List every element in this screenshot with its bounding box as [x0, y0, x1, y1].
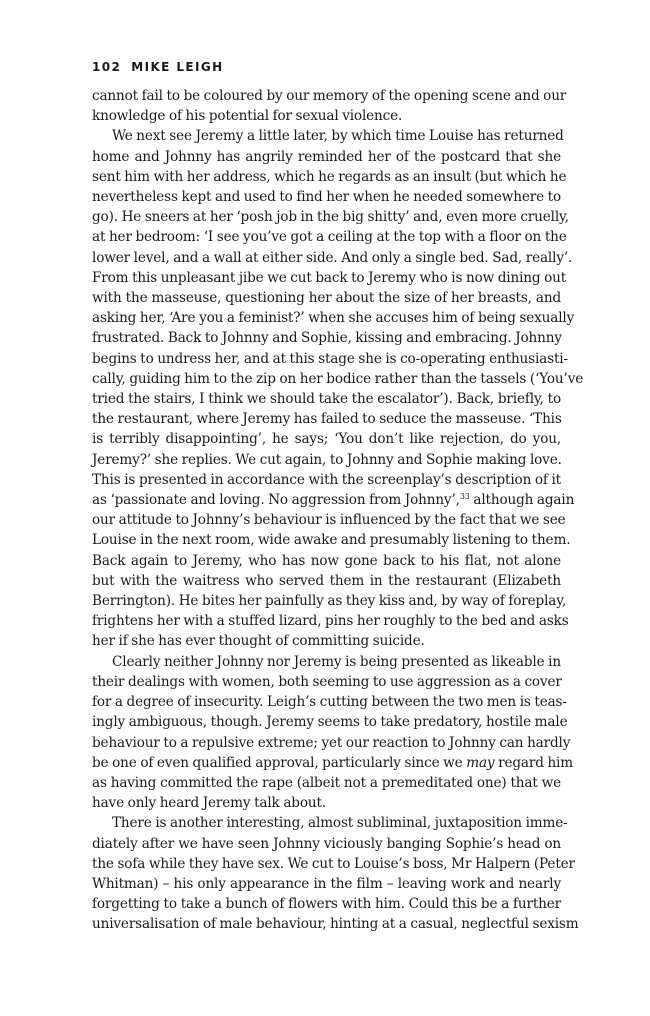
text-line: asking her, ‘Are you a feminist?’ when she accuses him of being sexually [92, 310, 575, 327]
paragraph [92, 86, 567, 126]
text-line: Whitman) – his only appearance in the film – leaving work and nearly [92, 875, 561, 892]
text-line: nevertheless kept and used to find her when he needed somewhere to [92, 189, 562, 206]
text-line: lower level, and a wall at either side. And only a single bed. Sad, really’. [92, 249, 573, 266]
text-line: We next see Jeremy a little later, by which time Louise has returned [112, 128, 564, 145]
text-line: is terribly disappointing’, he says; ‘You don’t like rejection, do you, [92, 431, 561, 448]
text-line: cally, guiding him to the zip on her bodice rather than the tassels (‘You’ve [92, 370, 584, 387]
emphasis: may [466, 754, 495, 771]
text-line: for a degree of insecurity. Leigh’s cutting between the two men is teas- [92, 694, 567, 711]
text-line: Back again to Jeremy, who has now gone back to his flat, not alone [92, 552, 561, 569]
text-line: From this unpleasant jibe we cut back to Jeremy who is now dining out [92, 269, 567, 286]
text-line: the restaurant, where Jeremy has failed to seduce the masseuse. ‘This [92, 411, 562, 428]
text-line: her if she has ever thought of committing suicide. [92, 633, 425, 650]
paragraph [92, 813, 579, 934]
text-line: home and Johnny has angrily reminded her of the postcard that she [92, 148, 561, 165]
text-line: frustrated. Back to Johnny and Sophie, kissing and embracing. Johnny [92, 330, 562, 347]
text-line: cannot fail to be coloured by our memory of the opening scene and our [92, 88, 567, 104]
text-line: sent him with her address, which he regards as an insult (but which he [92, 168, 567, 185]
text-line: their dealings with women, both seeming to use aggression as a cover [92, 673, 562, 690]
body-text [92, 86, 584, 935]
paragraph [92, 126, 584, 651]
text-line: tried the stairs, I think we should take the escalator’). Back, briefly, to [92, 391, 561, 408]
text-line: Louise in the next room, wide awake and presumably listening to them. [92, 532, 571, 549]
text-line: begins to undress her, and at this stage she is co-operating enthusiasti- [92, 350, 568, 367]
text-line: Jeremy?’ she replies. We cut again, to Johnny and Sophie making love. [92, 451, 562, 468]
text-line: There is another interesting, almost subliminal, juxtaposition imme- [112, 815, 568, 832]
text-line: diately after we have seen Johnny viciously banging Sophie’s head on [92, 835, 561, 852]
text-line: frightens her with a stuffed lizard, pins her roughly to the bed and asks [92, 613, 569, 630]
running-head [92, 60, 224, 74]
text-line: Clearly neither Johnny nor Jeremy is being presented as likeable in [112, 653, 561, 670]
page-number: 102 [92, 60, 122, 74]
running-head-title: MIKE LEIGH [131, 60, 224, 74]
text-line: forgetting to take a bunch of flowers with him. Could this be a further [92, 896, 561, 913]
text-line: but with the waitress who served them in the restaurant (Elizabeth [92, 572, 561, 589]
text-line: be one of even qualified approval, particularly since we may regard him [92, 754, 573, 771]
text-line: as having committed the rape (albeit not a premeditated one) that we [92, 774, 561, 791]
footnote-marker: 33 [459, 492, 470, 502]
text-line: This is presented in accordance with the screenplay’s description of it [92, 471, 561, 488]
text-line: knowledge of his potential for sexual violence. [92, 108, 403, 125]
text-line: universalisation of male behaviour, hinting at a casual, neglectful sexism [92, 916, 579, 933]
text-line: have only heard Jeremy talk about. [92, 795, 326, 812]
text-line: at her bedroom: ‘I see you’ve got a ceiling at the top with a floor on the [92, 229, 567, 246]
text-line: with the masseuse, questioning her about the size of her breasts, and [92, 290, 561, 307]
text-line: ingly ambiguous, though. Jeremy seems to take predatory, hostile male [92, 714, 568, 731]
text-line: go). He sneers at her ‘posh job in the big shitty’ and, even more cruelly, [92, 209, 569, 226]
text-line: behaviour to a repulsive extreme; yet our reaction to Johnny can hardly [92, 734, 571, 751]
text-line: as ‘passionate and loving. No aggression from Johnny’,$^{33}$ although again [92, 492, 575, 509]
text-line: Berrington). He bites her painfully as they kiss and, by way of foreplay, [92, 593, 567, 610]
text-line: our attitude to Johnny’s behaviour is influenced by the fact that we see [92, 512, 566, 529]
paragraph [92, 652, 573, 814]
text-line: the sofa while they have sex. We cut to Louise’s boss, Mr Halpern (Peter [92, 855, 575, 872]
